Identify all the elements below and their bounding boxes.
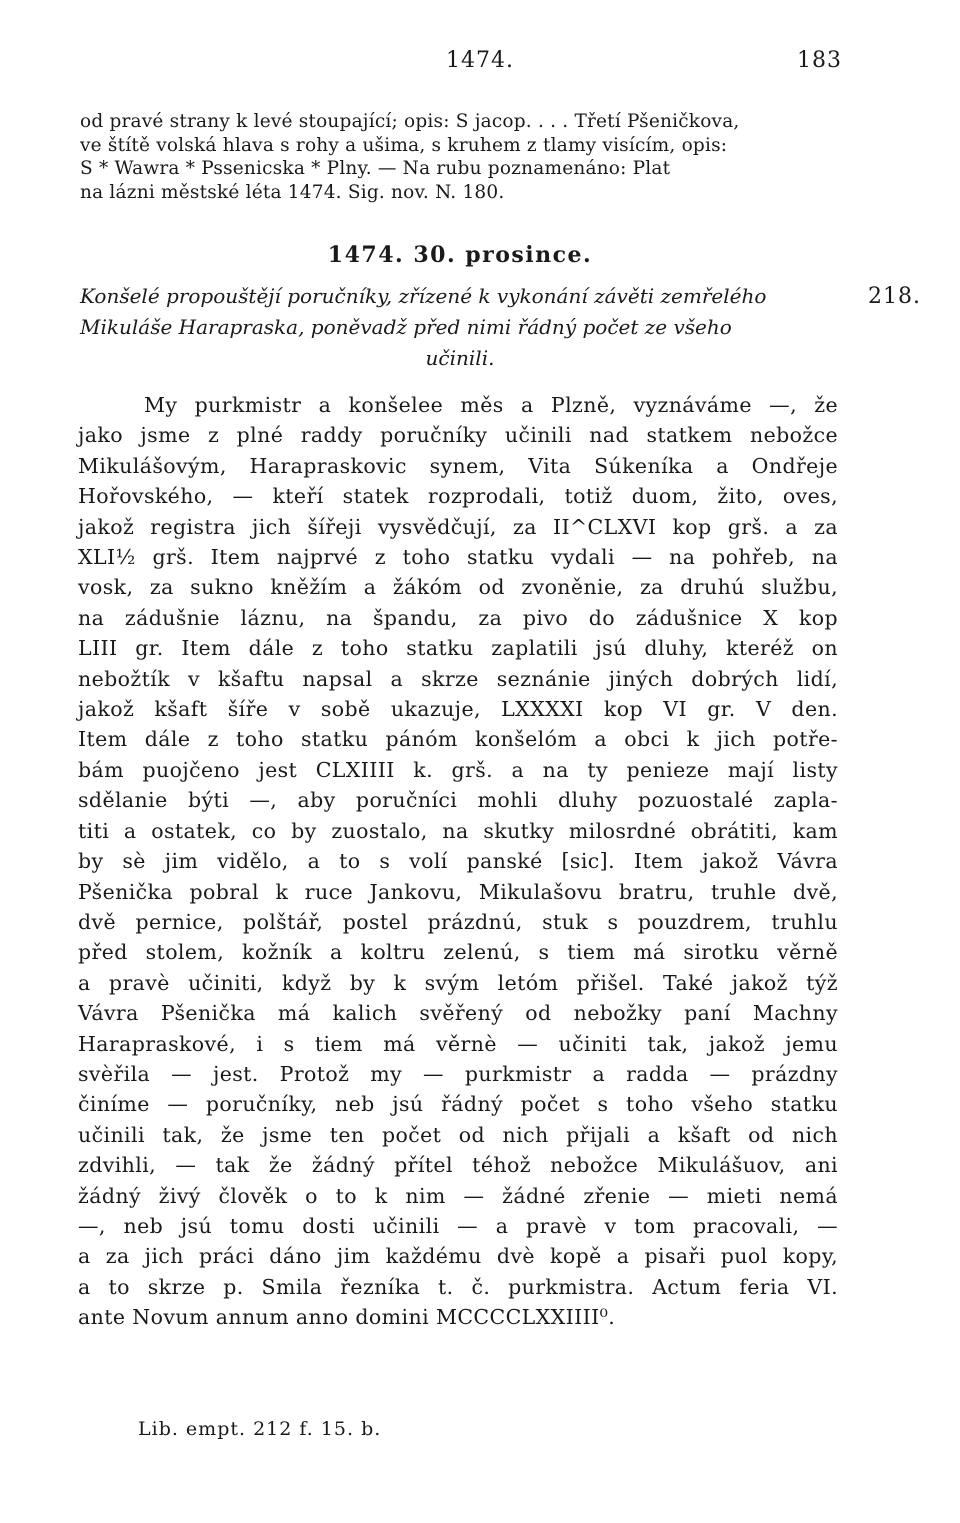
body-line: —, neb jsú tomu dosti učinili — a pravè v tom pracovali, — <box>78 1213 838 1238</box>
body-line: Vávra Pšenička má kalich svěřený od nebožky paní Machny <box>78 1001 838 1026</box>
source-reference: Lib. empt. 212 f. 15. b. <box>138 1418 382 1440</box>
body-line: a to skrze p. Smila řezníka t. č. purkmistra. Actum feria VI. <box>78 1274 838 1299</box>
body-line: nebožtík v kšaftu napsal a skrze seznánie jiných dobrých lidí, <box>78 666 838 691</box>
text-line: na lázni městské léta 1474. Sig. nov. N. 180. <box>80 181 505 203</box>
body-line: jakož kšaft šíře v sobě ukazuje, LXXXXI kop VI gr. V den. <box>78 697 838 722</box>
body-line: učinili tak, že jsme ten počet od nich přijali a kšaft od nich <box>78 1122 838 1147</box>
text-line: od pravé strany k levé stoupající; opis: S jacop. . . . Třetí Pšeničkova, <box>80 111 740 132</box>
regest-line: Konšelé propouštějí poručníky, zřízené k vykonání závěti zemřelého <box>80 284 767 308</box>
document-body <box>78 390 838 1333</box>
regest-line: učinili. <box>425 346 495 370</box>
body-line: jako jsme z plné raddy poručníky učinili nad statkem nebožce <box>78 423 838 448</box>
body-line: bám puojčeno jest CLXIIII k. grš. a na ty penieze mají listy <box>78 757 838 782</box>
page-number: 183 <box>797 48 842 73</box>
body-line: Hořovského, — kteří statek rozprodali, totiž duom, žito, oves, <box>78 484 838 509</box>
body-line: žádný živý člověk o to k nim — žádné zřenie — mieti nemá <box>78 1183 838 1208</box>
body-line: a pravè učiniti, když by k svým letóm přišel. Také jakož týž <box>78 970 838 995</box>
running-head <box>0 48 960 78</box>
body-line: jakož registra jich šířeji vysvědčují, za II^CLXVI kop grš. a za <box>78 514 838 539</box>
body-line: Item dále z toho statku pánóm konšelóm a obci k jich potře- <box>78 727 838 752</box>
body-line: Mikulášovým, Harapraskovic synem, Vita Súkeníka a Ondřeje <box>78 453 838 478</box>
running-head-year: 1474. <box>446 48 514 73</box>
body-line: Pšenička pobral k ruce Jankovu, Mikulašovu bratru, truhle dvě, <box>78 879 838 904</box>
document-number: 218. <box>868 284 921 309</box>
body-line: před stolem, kožník a koltru zelenú, s tiem má sirotku věrně <box>78 940 838 965</box>
date-heading: 1474. 30. prosince. <box>327 242 593 268</box>
text-line: ve štítě volská hlava s rohy a ušima, s kruhem z tlamy visícím, opis: <box>80 134 728 156</box>
body-line: Harapraskové, i s tiem má věrnè — učiniti tak, jakož jemu <box>78 1031 838 1056</box>
body-line: sdělanie býti —, aby poručníci mohli dluhy pozuostalé zapla- <box>78 788 838 813</box>
regest-summary <box>80 281 840 374</box>
regest-line: Mikuláše Harapraska, poněvadž před nimi řádný počet ze všeho <box>80 315 732 339</box>
text-line: S * Wawra * Pssenicska * Plny. — Na rubu poznamenáno: Plat <box>80 158 671 179</box>
body-line: zdvihli, — tak že žádný přítel téhož nebožce Mikulášuov, ani <box>78 1153 838 1178</box>
body-line: dvě pernice, polštář, postel prázdnú, stuk s pouzdrem, truhlu <box>78 909 838 934</box>
body-line: titi a ostatek, co by zuostalo, na skutky milosrdné obrátiti, kam <box>78 818 838 843</box>
body-line: na zádušnie láznu, na špandu, za pivo do zádušnice X kop <box>78 605 838 630</box>
preceding-document-tail <box>80 110 840 204</box>
body-line: a za jich práci dáno jim každému dvè kopě a pisaři puol kopy, <box>78 1244 838 1269</box>
body-line: XLI½ grš. Item najprvé z toho statku vydali — na pohřeb, na <box>78 545 838 570</box>
body-line: vosk, za sukno kněžím a žákóm od zvoněnie, za druhú službu, <box>78 575 838 600</box>
body-line: svèřila — jest. Protož my — purkmistr a radda — prázdny <box>78 1061 838 1086</box>
body-line: činíme — poručníky, neb jsú řádný počet s toho všeho statku <box>78 1092 838 1117</box>
body-line: ante Novum annum anno domini MCCCCLXXIIII⁰. <box>78 1305 616 1330</box>
body-line: My purkmistr a konšelee měs a Plzně, vyznáváme —, že <box>144 393 838 417</box>
body-line: LIII gr. Item dále z toho statku zaplatili jsú dluhy, kteréž on <box>78 636 838 661</box>
body-line: by sè jim vidělo, a to s volí panské [sic]. Item jakož Vávra <box>78 849 838 874</box>
